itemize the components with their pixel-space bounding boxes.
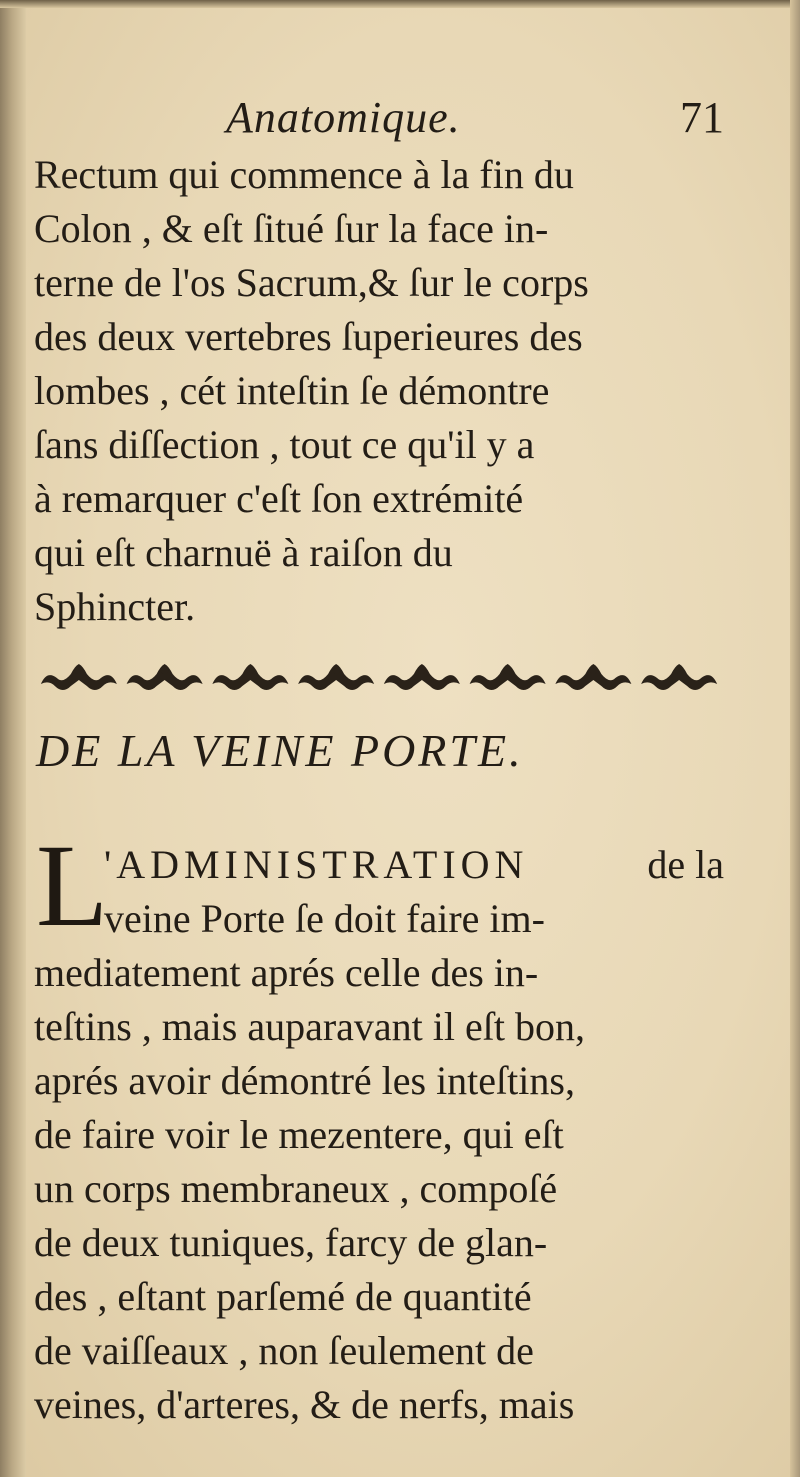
text-line <box>34 418 724 472</box>
line-text: de faire voir le mezentere, qui eſt <box>34 1112 564 1157</box>
line-text: ſans diſſection , tout ce qu'il y a <box>34 422 535 467</box>
line-text: mediatement aprés celle des in- <box>34 950 539 995</box>
fleuron-unit <box>470 664 546 690</box>
text-line <box>34 472 724 526</box>
paragraph-veine-porte <box>34 946 724 1432</box>
page-right-edge <box>790 0 800 1477</box>
text-line <box>34 310 724 364</box>
small-caps-word: 'ADMINISTRATION <box>104 842 529 887</box>
paragraph-veine-porte-opening <box>104 838 724 946</box>
section-heading: DE LA VEINE PORTE. <box>36 725 524 776</box>
text-line <box>34 580 724 634</box>
text-line <box>34 1054 724 1108</box>
text-line <box>34 1324 724 1378</box>
page-top-edge <box>0 0 800 8</box>
text-line <box>34 1000 724 1054</box>
text-line <box>34 364 724 418</box>
line-text: teſtins , mais auparavant il eſt bon, <box>34 1004 585 1049</box>
text-line <box>34 256 724 310</box>
line-text: à remarquer c'eſt ſon extrémité <box>34 476 524 521</box>
text-line <box>34 148 724 202</box>
running-head: Anatomique. <box>226 93 461 142</box>
text-line <box>34 526 724 580</box>
text-line <box>34 1216 724 1270</box>
text-line <box>104 838 724 892</box>
text-line <box>34 1270 724 1324</box>
fleuron-unit <box>555 664 631 690</box>
text-line <box>34 946 724 1000</box>
line-text: un corps membraneux , compoſé <box>34 1166 558 1211</box>
line-text: aprés avoir démontré les inteſtins, <box>34 1058 575 1103</box>
line-text: de la <box>647 842 724 887</box>
text-line <box>34 202 724 256</box>
line-text: Sphincter. <box>34 584 196 629</box>
page-gutter <box>0 0 26 1477</box>
text-line <box>34 1378 724 1432</box>
line-text: qui eſt charnuë à raiſon du <box>34 530 453 575</box>
page-number: 71 <box>680 93 724 142</box>
drop-cap: L <box>36 820 109 951</box>
line-text: veines, d'arteres, & de nerfs, mais <box>34 1382 575 1427</box>
fleuron-unit <box>641 664 717 690</box>
text-line <box>104 892 724 946</box>
line-text: lombes , cét inteſtin ſe démontre <box>34 368 550 413</box>
line-text: des deux vertebres ſuperieures des <box>34 314 583 359</box>
fleuron-unit <box>212 664 288 690</box>
fleuron-unit <box>384 664 460 690</box>
text-line <box>34 1108 724 1162</box>
line-text: veine Porte ſe doit faire im- <box>104 896 545 941</box>
fleuron-ornament-band <box>36 660 722 700</box>
line-text: de deux tuniques, farcy de glan- <box>34 1220 548 1265</box>
text-line <box>34 1162 724 1216</box>
line-text: Colon , & eſt ſitué ſur la face in- <box>34 206 549 251</box>
line-text: des , eſtant parſemé de quantité <box>34 1274 532 1319</box>
line-text: terne de l'os Sacrum,& ſur le corps <box>34 260 589 305</box>
fleuron-unit <box>41 664 117 690</box>
line-text: Rectum qui commence à la fin du <box>34 152 574 197</box>
fleuron-unit <box>298 664 374 690</box>
paragraph-rectum <box>34 148 724 634</box>
line-text: de vaiſſeaux , non ſeulement de <box>34 1328 534 1373</box>
fleuron-unit <box>127 664 203 690</box>
